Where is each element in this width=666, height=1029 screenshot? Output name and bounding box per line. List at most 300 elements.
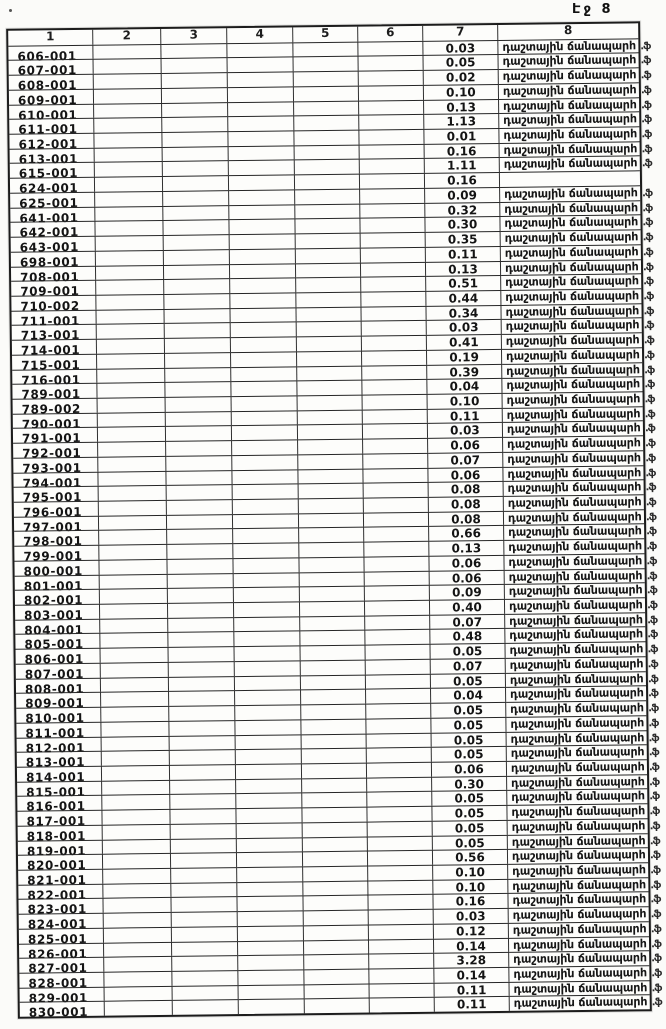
empty-cell bbox=[360, 158, 425, 173]
empty-cell bbox=[297, 365, 362, 380]
empty-cell bbox=[365, 585, 430, 600]
margin-mark: .ֆ bbox=[642, 232, 653, 244]
margin-mark: .ֆ bbox=[646, 555, 657, 568]
empty-cell bbox=[169, 661, 235, 677]
margin-mark: .ֆ bbox=[651, 968, 662, 980]
margin-mark: .ֆ bbox=[642, 188, 653, 200]
area-value-cell: 0.07 bbox=[431, 658, 506, 674]
empty-cell bbox=[302, 763, 367, 778]
empty-cell bbox=[165, 337, 231, 353]
land-type-cell bbox=[498, 38, 651, 54]
margin-mark: .ֆ bbox=[642, 261, 654, 273]
empty-cell bbox=[367, 776, 432, 791]
empty-cell bbox=[368, 850, 433, 865]
empty-cell bbox=[238, 925, 304, 941]
empty-cell bbox=[359, 99, 424, 114]
empty-cell bbox=[297, 321, 362, 336]
empty-cell bbox=[299, 556, 364, 571]
land-type-cell bbox=[507, 773, 660, 790]
empty-cell bbox=[298, 468, 363, 483]
parcel-code-cell bbox=[12, 339, 97, 358]
empty-cell bbox=[167, 514, 233, 530]
empty-cell bbox=[228, 86, 294, 102]
land-type-text: դաշտային ճանապարհ bbox=[503, 141, 638, 157]
margin-mark: .ֆ bbox=[646, 526, 657, 538]
parcel-code-cell bbox=[16, 692, 101, 711]
margin-mark: .ֆ bbox=[648, 703, 659, 715]
land-type-cell bbox=[501, 244, 653, 260]
empty-cell bbox=[99, 485, 167, 501]
land-type-text: դաշտային ճանապարհ bbox=[513, 965, 648, 981]
empty-cell bbox=[233, 484, 299, 500]
land-type-text: դաշտային ճանապարհ bbox=[509, 626, 644, 643]
area-value-cell: 0.48 bbox=[430, 628, 505, 644]
parcel-code: 607-001 bbox=[17, 63, 78, 79]
empty-cell bbox=[366, 673, 431, 688]
empty-cell bbox=[94, 103, 162, 119]
area-value-cell: 0.07 bbox=[428, 452, 503, 468]
empty-cell bbox=[297, 336, 362, 351]
parcel-code-cell bbox=[14, 515, 99, 535]
parcel-code-cell bbox=[15, 618, 100, 638]
parcel-code: 642-001 bbox=[19, 225, 79, 240]
area-value-cell: 0.41 bbox=[427, 334, 502, 350]
empty-cell bbox=[171, 867, 237, 883]
empty-cell bbox=[294, 71, 359, 86]
empty-cell bbox=[163, 146, 229, 162]
empty-cell bbox=[368, 879, 433, 894]
area-value-cell: 0.19 bbox=[427, 349, 502, 365]
land-type-cell bbox=[501, 229, 653, 245]
land-type-text: դաշտային ճանապարհ bbox=[509, 670, 644, 687]
parcel-code: 824-001 bbox=[27, 917, 88, 932]
empty-cell bbox=[367, 762, 432, 777]
margin-mark: .ֆ bbox=[650, 894, 661, 906]
margin-mark: .ֆ bbox=[644, 349, 655, 362]
empty-cell bbox=[229, 204, 295, 220]
land-type-cell bbox=[506, 670, 658, 687]
parcel-code-cell bbox=[9, 74, 94, 93]
empty-cell bbox=[231, 366, 297, 382]
parcel-code-cell bbox=[12, 383, 97, 402]
area-value-cell: 0.05 bbox=[431, 717, 506, 733]
empty-cell bbox=[172, 970, 238, 986]
parcel-code: 800-001 bbox=[23, 563, 83, 579]
empty-cell bbox=[234, 601, 300, 617]
empty-cell bbox=[304, 969, 369, 984]
margin-mark: .ֆ bbox=[642, 217, 653, 229]
land-type-text: դաշտային ճանապարհ bbox=[505, 288, 640, 304]
empty-cell bbox=[102, 735, 170, 751]
empty-cell bbox=[162, 58, 228, 74]
empty-cell bbox=[361, 247, 426, 262]
parcel-code: 829-001 bbox=[28, 990, 89, 1006]
land-type-cell bbox=[506, 656, 658, 672]
land-type-text: դաշտային ճանապարհ bbox=[512, 935, 647, 952]
empty-cell bbox=[101, 721, 169, 737]
empty-cell bbox=[300, 601, 365, 616]
empty-cell bbox=[168, 646, 234, 662]
land-type-cell bbox=[501, 273, 654, 290]
land-type-text: դաշտային ճանապարհ bbox=[511, 818, 646, 834]
parcel-code-cell bbox=[10, 221, 95, 240]
land-type-text: դաշտային ճանապարհ bbox=[512, 891, 647, 908]
margin-mark: .ֆ bbox=[641, 129, 652, 141]
parcel-code: 790-001 bbox=[21, 416, 82, 432]
empty-cell bbox=[304, 924, 369, 939]
empty-cell bbox=[293, 41, 358, 56]
empty-cell bbox=[166, 426, 232, 442]
empty-cell bbox=[104, 912, 172, 928]
land-type-text: դաշտային ճանապարհ bbox=[512, 862, 646, 878]
parcel-code-cell bbox=[13, 398, 98, 417]
empty-cell bbox=[164, 293, 230, 309]
land-type-cell bbox=[500, 155, 652, 172]
empty-cell bbox=[100, 618, 168, 634]
area-value-cell: 0.30 bbox=[425, 216, 500, 232]
land-type-text: դաշտային ճանապարհ bbox=[509, 612, 643, 628]
margin-mark: .ֆ bbox=[644, 364, 655, 376]
empty-cell bbox=[98, 397, 166, 413]
empty-cell bbox=[167, 529, 233, 545]
margin-mark: .ֆ bbox=[640, 85, 651, 97]
area-value-cell: 3.28 bbox=[434, 952, 509, 968]
empty-cell bbox=[301, 659, 366, 674]
empty-cell bbox=[361, 232, 426, 247]
margin-mark: .ֆ bbox=[647, 644, 658, 656]
land-type-cell bbox=[504, 553, 657, 569]
area-value-cell: 0.05 bbox=[423, 54, 498, 70]
empty-cell bbox=[234, 616, 300, 632]
parcel-code: 613-001 bbox=[18, 151, 79, 167]
parcel-code-cell bbox=[18, 825, 103, 844]
empty-cell bbox=[165, 323, 231, 339]
land-type-text: դաշտային ճանապարհ bbox=[504, 244, 639, 260]
parcel-code: 830-001 bbox=[28, 1005, 89, 1021]
parcel-code-cell bbox=[11, 280, 96, 299]
empty-cell bbox=[237, 866, 303, 882]
empty-cell bbox=[235, 690, 301, 706]
page-number-label: Էջ 8 bbox=[572, 2, 614, 17]
area-value-cell: 0.05 bbox=[432, 805, 507, 821]
parcel-code-cell bbox=[13, 457, 98, 476]
land-type-text: դաշտային ճանապարհ bbox=[504, 229, 639, 245]
empty-cell bbox=[229, 219, 295, 235]
parcel-code: 810-001 bbox=[25, 710, 85, 726]
empty-cell bbox=[358, 41, 423, 56]
land-type-cell bbox=[499, 111, 652, 128]
land-type-cell bbox=[507, 759, 659, 775]
empty-cell bbox=[305, 983, 370, 998]
empty-cell bbox=[300, 586, 365, 601]
margin-mark: .ֆ bbox=[645, 482, 656, 494]
land-type-cell bbox=[509, 921, 661, 937]
empty-cell bbox=[172, 926, 238, 942]
area-value-cell: 0.08 bbox=[429, 496, 504, 512]
area-value-cell: 0.32 bbox=[425, 202, 500, 218]
empty-cell bbox=[303, 866, 368, 881]
empty-cell bbox=[165, 367, 231, 383]
land-type-text: դաշտային ճանապարհ bbox=[507, 509, 642, 525]
land-type-cell bbox=[499, 126, 652, 142]
parcel-code: 794-001 bbox=[22, 475, 82, 491]
parcel-code: 813-001 bbox=[25, 755, 86, 770]
empty-cell bbox=[171, 882, 237, 898]
margin-mark: .ֆ bbox=[645, 452, 656, 465]
empty-cell bbox=[299, 527, 364, 542]
empty-cell bbox=[297, 350, 362, 365]
parcel-table bbox=[6, 21, 662, 1021]
empty-cell bbox=[363, 423, 428, 438]
land-type-cell bbox=[507, 729, 659, 746]
parcel-code-cell bbox=[17, 751, 102, 770]
parcel-code: 807-001 bbox=[24, 666, 85, 682]
empty-cell bbox=[369, 924, 434, 939]
empty-cell bbox=[102, 780, 170, 796]
land-type-text: դաշտային ճանապարհ bbox=[504, 199, 638, 216]
parcel-code: 809-001 bbox=[25, 696, 85, 711]
land-type-cell bbox=[503, 391, 655, 407]
empty-cell bbox=[296, 306, 361, 321]
area-value-cell: 0.16 bbox=[425, 143, 500, 159]
empty-cell bbox=[170, 749, 236, 765]
empty-cell bbox=[301, 718, 366, 733]
parcel-code-cell bbox=[18, 883, 103, 903]
land-type-cell bbox=[504, 538, 657, 555]
empty-cell bbox=[360, 217, 425, 232]
margin-mark: .ֆ bbox=[649, 820, 660, 833]
land-type-text: դաշտային ճանապարհ bbox=[507, 435, 641, 452]
land-type-cell bbox=[510, 994, 662, 1011]
empty-cell bbox=[233, 498, 299, 514]
empty-cell bbox=[169, 705, 235, 721]
margin-mark: .ֆ bbox=[643, 291, 654, 303]
header-cell: 2 bbox=[93, 29, 161, 45]
margin-mark: .ֆ bbox=[640, 70, 651, 82]
empty-cell bbox=[364, 497, 429, 512]
empty-cell bbox=[97, 353, 165, 369]
parcel-code: 624-001 bbox=[18, 181, 79, 196]
parcel-code-cell bbox=[17, 780, 102, 800]
land-type-cell bbox=[501, 258, 654, 275]
empty-cell bbox=[233, 528, 299, 544]
land-type-cell bbox=[499, 67, 651, 84]
empty-cell bbox=[305, 998, 370, 1013]
empty-cell bbox=[101, 706, 169, 722]
land-type-text: դաշտային ճանապարհ bbox=[511, 773, 645, 790]
area-value-cell: 0.05 bbox=[432, 731, 507, 747]
parcel-code: 795-001 bbox=[22, 490, 83, 505]
margin-mark: .ֆ bbox=[643, 335, 654, 347]
area-value-cell: 0.06 bbox=[430, 570, 505, 586]
area-value-cell: 1.13 bbox=[424, 113, 499, 129]
empty-cell bbox=[95, 147, 163, 163]
empty-cell bbox=[296, 247, 361, 262]
empty-cell bbox=[302, 807, 367, 822]
empty-cell bbox=[236, 734, 302, 750]
empty-cell bbox=[234, 631, 300, 647]
parcel-code: 608-001 bbox=[17, 78, 78, 93]
margin-mark: .ֆ bbox=[650, 865, 661, 877]
land-type-cell bbox=[505, 567, 657, 584]
empty-cell bbox=[298, 453, 363, 468]
area-value-cell: 1.11 bbox=[425, 157, 500, 173]
empty-cell bbox=[99, 544, 167, 560]
area-value-cell: 0.14 bbox=[434, 937, 509, 953]
margin-mark: .ֆ bbox=[647, 629, 658, 641]
empty-cell bbox=[366, 718, 431, 733]
empty-cell bbox=[295, 203, 360, 218]
land-type-cell bbox=[498, 52, 651, 69]
empty-cell bbox=[228, 72, 294, 88]
empty-cell bbox=[295, 174, 360, 189]
parcel-code-cell bbox=[19, 957, 104, 976]
parcel-code: 789-001 bbox=[21, 387, 81, 402]
empty-cell bbox=[237, 896, 303, 912]
parcel-code: 715-001 bbox=[21, 357, 81, 373]
land-type-text: դաշտային ճանապարհ bbox=[505, 332, 640, 348]
parcel-code-cell bbox=[13, 442, 98, 461]
parcel-code: 806-001 bbox=[24, 652, 84, 667]
parcel-code: 815-001 bbox=[26, 784, 86, 800]
parcel-code-cell bbox=[15, 574, 100, 594]
empty-cell bbox=[369, 938, 434, 953]
parcel-code: 802-001 bbox=[23, 593, 84, 608]
parcel-code: 803-001 bbox=[24, 607, 84, 623]
empty-cell bbox=[94, 132, 162, 148]
parcel-code: 808-001 bbox=[24, 681, 85, 697]
margin-mark: .ֆ bbox=[645, 511, 656, 523]
parcel-code-cell bbox=[15, 633, 100, 653]
empty-cell bbox=[231, 381, 297, 397]
parcel-code-cell bbox=[10, 192, 95, 211]
parcel-code: 817-001 bbox=[26, 814, 86, 829]
land-type-text: դաշտային ճանապարհ bbox=[505, 302, 640, 319]
empty-cell bbox=[294, 130, 359, 145]
empty-cell bbox=[364, 541, 429, 556]
empty-cell bbox=[97, 338, 165, 354]
empty-cell bbox=[237, 837, 303, 853]
empty-cell bbox=[165, 381, 231, 397]
margin-mark: .ֆ bbox=[646, 541, 657, 553]
empty-cell bbox=[229, 160, 295, 176]
empty-cell bbox=[229, 189, 295, 205]
empty-cell bbox=[363, 409, 428, 424]
parcel-code-cell bbox=[17, 736, 102, 756]
parcel-code: 713-001 bbox=[20, 328, 81, 344]
empty-cell bbox=[94, 88, 162, 104]
empty-cell bbox=[303, 836, 368, 851]
land-type-text: դաշտային ճանապարհ bbox=[505, 317, 640, 334]
area-value-cell: 0.06 bbox=[428, 437, 503, 453]
empty-cell bbox=[161, 43, 227, 59]
area-value-cell: 0.40 bbox=[430, 599, 505, 615]
empty-cell bbox=[100, 603, 168, 619]
parcel-code: 825-001 bbox=[27, 931, 88, 947]
empty-cell bbox=[231, 336, 297, 352]
parcel-code-cell bbox=[10, 148, 95, 167]
empty-cell bbox=[364, 512, 429, 527]
parcel-code: 708-001 bbox=[20, 269, 80, 285]
empty-cell bbox=[363, 438, 428, 453]
land-type-text: դաշտային ճանապարհ bbox=[508, 567, 643, 584]
empty-cell bbox=[368, 835, 433, 850]
land-type-text: դաշտային ճանապարհ bbox=[511, 803, 646, 819]
empty-cell bbox=[94, 73, 162, 89]
header-cell: 5 bbox=[293, 27, 358, 42]
land-type-text: դաշտային ճանապարհ bbox=[509, 685, 644, 702]
land-type-cell bbox=[502, 317, 654, 334]
land-type-cell bbox=[505, 641, 658, 658]
parcel-code: 789-002 bbox=[21, 401, 82, 417]
land-type-cell bbox=[502, 376, 655, 393]
parcel-code: 805-001 bbox=[24, 637, 84, 653]
land-type-cell bbox=[503, 420, 655, 437]
empty-cell bbox=[232, 395, 298, 411]
margin-mark: .ֆ bbox=[644, 394, 655, 406]
area-value-cell: 0.10 bbox=[424, 84, 499, 100]
empty-cell bbox=[100, 574, 168, 590]
empty-cell bbox=[96, 264, 164, 280]
empty-cell bbox=[228, 101, 294, 117]
parcel-code-cell bbox=[14, 486, 99, 505]
empty-cell bbox=[103, 868, 171, 884]
empty-cell bbox=[368, 821, 433, 836]
empty-cell bbox=[302, 777, 367, 792]
parcel-code: 827-001 bbox=[28, 961, 88, 976]
area-value-cell: 0.04 bbox=[427, 378, 502, 394]
parcel-code-cell bbox=[9, 133, 94, 152]
empty-cell bbox=[304, 939, 369, 954]
empty-cell bbox=[170, 793, 236, 809]
margin-mark: .ֆ bbox=[642, 246, 653, 259]
empty-cell bbox=[236, 778, 302, 794]
parcel-code-cell bbox=[9, 118, 94, 137]
empty-cell bbox=[295, 159, 360, 174]
parcel-code: 797-001 bbox=[22, 519, 83, 535]
area-value-cell: 0.56 bbox=[433, 849, 508, 865]
empty-cell bbox=[172, 911, 238, 927]
empty-cell bbox=[231, 322, 297, 338]
margin-mark: .ֆ bbox=[648, 762, 659, 774]
empty-cell bbox=[300, 630, 365, 645]
parcel-code-cell bbox=[12, 324, 97, 344]
land-type-cell bbox=[505, 626, 658, 643]
empty-cell bbox=[302, 792, 367, 807]
parcel-code: 792-001 bbox=[22, 446, 82, 461]
empty-cell bbox=[165, 352, 231, 368]
land-type-cell bbox=[506, 685, 659, 702]
area-value-cell: 0.09 bbox=[425, 187, 500, 203]
land-type-cell bbox=[509, 979, 662, 996]
margin-mark: .ֆ bbox=[641, 158, 652, 170]
empty-cell bbox=[98, 412, 166, 428]
parcel-code-cell bbox=[11, 309, 96, 329]
margin-mark: .ֆ bbox=[641, 99, 652, 111]
margin-mark: .ֆ bbox=[648, 732, 659, 744]
parcel-code: 818-001 bbox=[26, 828, 87, 844]
empty-cell bbox=[164, 249, 230, 265]
land-type-text: դաշտային ճանապարհ bbox=[511, 788, 645, 805]
land-type-text: դաշտային ճանապարհ bbox=[507, 494, 642, 510]
empty-cell bbox=[298, 395, 363, 410]
land-type-text: դաշտային ճանապարհ bbox=[513, 950, 647, 967]
parcel-code-cell bbox=[19, 972, 104, 991]
empty-cell bbox=[299, 542, 364, 557]
empty-cell bbox=[103, 883, 171, 899]
parcel-code-cell bbox=[20, 1001, 105, 1021]
empty-cell bbox=[173, 1000, 239, 1016]
